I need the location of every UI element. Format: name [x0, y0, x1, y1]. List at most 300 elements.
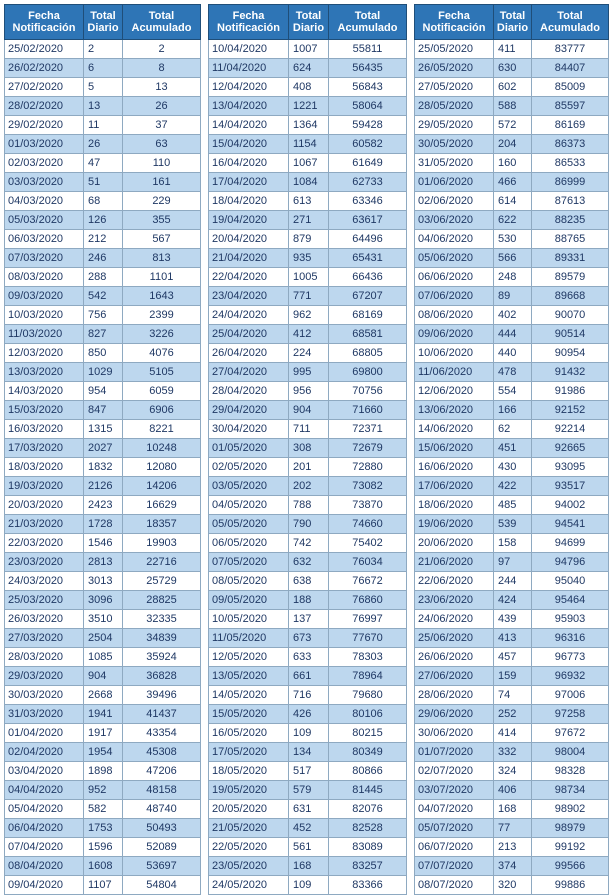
cell-total-diario: 530: [494, 230, 532, 249]
table-row: [5, 382, 201, 401]
cell-total-diario: 478: [494, 363, 532, 382]
cell-total-acumulado: 6906: [123, 401, 201, 420]
cell-total-acumulado: 65431: [329, 249, 407, 268]
cell-fecha: 16/04/2020: [209, 154, 289, 173]
cell-fecha: 26/05/2020: [415, 59, 494, 78]
cell-fecha: 04/04/2020: [5, 781, 84, 800]
table-row: [209, 743, 407, 762]
cell-total-diario: 622: [494, 211, 532, 230]
cell-total-acumulado: 80349: [329, 743, 407, 762]
cell-fecha: 03/03/2020: [5, 173, 84, 192]
table-row: [5, 800, 201, 819]
cell-fecha: 29/02/2020: [5, 116, 84, 135]
cell-total-diario: 414: [494, 724, 532, 743]
cell-total-acumulado: 59428: [329, 116, 407, 135]
cell-total-diario: 188: [289, 591, 329, 610]
cell-total-acumulado: 6059: [123, 382, 201, 401]
cell-total-acumulado: 73870: [329, 496, 407, 515]
table-row: [209, 268, 407, 287]
cell-total-diario: 631: [289, 800, 329, 819]
table-row: [415, 306, 609, 325]
cell-total-acumulado: 63617: [329, 211, 407, 230]
cell-total-diario: 11: [84, 116, 123, 135]
cell-fecha: 11/05/2020: [209, 629, 289, 648]
cell-fecha: 06/03/2020: [5, 230, 84, 249]
cell-fecha: 10/06/2020: [415, 344, 494, 363]
cell-fecha: 28/04/2020: [209, 382, 289, 401]
cell-total-acumulado: 813: [123, 249, 201, 268]
table-row: [5, 477, 201, 496]
cell-total-acumulado: 10248: [123, 439, 201, 458]
cell-total-diario: 956: [289, 382, 329, 401]
cell-fecha: 08/05/2020: [209, 572, 289, 591]
cell-total-acumulado: 88765: [532, 230, 609, 249]
cell-total-diario: 252: [494, 705, 532, 724]
cell-total-diario: 422: [494, 477, 532, 496]
table-row: [209, 591, 407, 610]
table-row: [5, 135, 201, 154]
cell-fecha: 30/03/2020: [5, 686, 84, 705]
cell-total-diario: 995: [289, 363, 329, 382]
table-row: [5, 743, 201, 762]
cell-total-diario: 288: [84, 268, 123, 287]
cell-total-acumulado: 95040: [532, 572, 609, 591]
cell-fecha: 01/04/2020: [5, 724, 84, 743]
cell-total-diario: 2668: [84, 686, 123, 705]
table-row: [5, 724, 201, 743]
cell-fecha: 04/03/2020: [5, 192, 84, 211]
cell-total-diario: 2: [84, 40, 123, 59]
table-row: [415, 781, 609, 800]
table-row: [5, 876, 201, 895]
table-row: [209, 249, 407, 268]
cell-total-acumulado: 80106: [329, 705, 407, 724]
cell-fecha: 08/07/2020: [415, 876, 494, 895]
cell-fecha: 28/06/2020: [415, 686, 494, 705]
cell-fecha: 05/04/2020: [5, 800, 84, 819]
cell-total-acumulado: 55811: [329, 40, 407, 59]
cell-total-diario: 904: [289, 401, 329, 420]
table-row: [209, 230, 407, 249]
cell-fecha: 16/06/2020: [415, 458, 494, 477]
cell-fecha: 20/06/2020: [415, 534, 494, 553]
cell-total-acumulado: 81445: [329, 781, 407, 800]
cell-total-acumulado: 99886: [532, 876, 609, 895]
cell-fecha: 02/07/2020: [415, 762, 494, 781]
cell-total-acumulado: 567: [123, 230, 201, 249]
cell-total-diario: 630: [494, 59, 532, 78]
cell-fecha: 20/05/2020: [209, 800, 289, 819]
cell-total-acumulado: 98734: [532, 781, 609, 800]
cell-fecha: 27/05/2020: [415, 78, 494, 97]
table-row: [5, 629, 201, 648]
table-row: [209, 819, 407, 838]
header-fecha: Fecha Notificación: [5, 5, 84, 40]
cell-total-acumulado: 90954: [532, 344, 609, 363]
cell-fecha: 06/05/2020: [209, 534, 289, 553]
cell-total-acumulado: 61649: [329, 154, 407, 173]
cell-fecha: 24/06/2020: [415, 610, 494, 629]
cell-total-acumulado: 16629: [123, 496, 201, 515]
cell-total-acumulado: 92665: [532, 439, 609, 458]
table-row: [209, 876, 407, 895]
cell-total-acumulado: 36828: [123, 667, 201, 686]
cell-total-acumulado: 63: [123, 135, 201, 154]
cell-fecha: 31/03/2020: [5, 705, 84, 724]
cell-total-acumulado: 161: [123, 173, 201, 192]
table-row: [5, 591, 201, 610]
cell-total-diario: 440: [494, 344, 532, 363]
cell-fecha: 10/04/2020: [209, 40, 289, 59]
table-row: [209, 401, 407, 420]
data-table-3: [414, 4, 609, 895]
cell-total-diario: 1029: [84, 363, 123, 382]
cell-total-diario: 517: [289, 762, 329, 781]
cell-total-diario: 561: [289, 838, 329, 857]
cell-total-acumulado: 3226: [123, 325, 201, 344]
header-row: [209, 5, 407, 40]
cell-fecha: 22/06/2020: [415, 572, 494, 591]
table-row: [415, 648, 609, 667]
header-total-diario: Total Diario: [84, 5, 123, 40]
cell-total-acumulado: 56435: [329, 59, 407, 78]
cell-fecha: 02/05/2020: [209, 458, 289, 477]
cell-total-diario: 827: [84, 325, 123, 344]
cell-fecha: 07/05/2020: [209, 553, 289, 572]
cell-total-diario: 1954: [84, 743, 123, 762]
cell-total-diario: 962: [289, 306, 329, 325]
cell-total-diario: 2027: [84, 439, 123, 458]
table-row: [209, 78, 407, 97]
header-total-acumulado: Total Acumulado: [123, 5, 201, 40]
cell-total-diario: 935: [289, 249, 329, 268]
cell-total-acumulado: 72371: [329, 420, 407, 439]
table-row: [415, 420, 609, 439]
table-row: [5, 458, 201, 477]
cell-total-diario: 1084: [289, 173, 329, 192]
cell-total-acumulado: 18357: [123, 515, 201, 534]
cell-fecha: 12/05/2020: [209, 648, 289, 667]
cell-total-diario: 1753: [84, 819, 123, 838]
cell-total-acumulado: 35924: [123, 648, 201, 667]
table-row: [5, 439, 201, 458]
table-row: [415, 496, 609, 515]
cell-fecha: 03/04/2020: [5, 762, 84, 781]
cell-total-diario: 137: [289, 610, 329, 629]
cell-total-diario: 466: [494, 173, 532, 192]
cell-total-acumulado: 67207: [329, 287, 407, 306]
header-row: [415, 5, 609, 40]
cell-total-acumulado: 19903: [123, 534, 201, 553]
table-row: [415, 439, 609, 458]
table-row: [209, 629, 407, 648]
cell-total-acumulado: 5105: [123, 363, 201, 382]
cell-total-diario: 673: [289, 629, 329, 648]
cell-total-acumulado: 68169: [329, 306, 407, 325]
cell-total-diario: 542: [84, 287, 123, 306]
cell-total-acumulado: 94699: [532, 534, 609, 553]
table-row: [5, 534, 201, 553]
cell-total-diario: 2423: [84, 496, 123, 515]
cell-fecha: 13/04/2020: [209, 97, 289, 116]
cell-total-diario: 5: [84, 78, 123, 97]
table-row: [209, 344, 407, 363]
cell-total-acumulado: 70756: [329, 382, 407, 401]
cell-total-diario: 1005: [289, 268, 329, 287]
tables-container: [4, 4, 608, 891]
cell-total-diario: 847: [84, 401, 123, 420]
cell-total-diario: 1832: [84, 458, 123, 477]
cell-fecha: 08/04/2020: [5, 857, 84, 876]
cell-total-acumulado: 25729: [123, 572, 201, 591]
table-row: [209, 439, 407, 458]
cell-total-acumulado: 86373: [532, 135, 609, 154]
cell-total-diario: 452: [289, 819, 329, 838]
table-row: [415, 838, 609, 857]
cell-total-acumulado: 85009: [532, 78, 609, 97]
cell-total-acumulado: 50493: [123, 819, 201, 838]
cell-total-diario: 158: [494, 534, 532, 553]
cell-fecha: 25/02/2020: [5, 40, 84, 59]
cell-total-diario: 332: [494, 743, 532, 762]
cell-fecha: 18/05/2020: [209, 762, 289, 781]
cell-fecha: 09/06/2020: [415, 325, 494, 344]
table-row: [5, 230, 201, 249]
cell-fecha: 21/03/2020: [5, 515, 84, 534]
cell-total-acumulado: 83777: [532, 40, 609, 59]
table-row: [5, 116, 201, 135]
cell-total-diario: 613: [289, 192, 329, 211]
table-row: [415, 705, 609, 724]
table-row: [5, 173, 201, 192]
cell-total-acumulado: 76997: [329, 610, 407, 629]
cell-total-diario: 3096: [84, 591, 123, 610]
table-body: [5, 40, 201, 895]
table-row: [209, 173, 407, 192]
cell-total-acumulado: 68581: [329, 325, 407, 344]
cell-total-diario: 439: [494, 610, 532, 629]
cell-total-diario: 166: [494, 401, 532, 420]
cell-fecha: 18/03/2020: [5, 458, 84, 477]
cell-total-acumulado: 92214: [532, 420, 609, 439]
cell-total-diario: 430: [494, 458, 532, 477]
cell-total-diario: 485: [494, 496, 532, 515]
table-row: [209, 762, 407, 781]
cell-total-acumulado: 91986: [532, 382, 609, 401]
table-row: [209, 420, 407, 439]
cell-total-acumulado: 78964: [329, 667, 407, 686]
cell-total-acumulado: 89331: [532, 249, 609, 268]
cell-total-acumulado: 86999: [532, 173, 609, 192]
cell-total-diario: 408: [289, 78, 329, 97]
table-row: [415, 230, 609, 249]
cell-total-acumulado: 78303: [329, 648, 407, 667]
cell-total-acumulado: 64496: [329, 230, 407, 249]
cell-fecha: 19/04/2020: [209, 211, 289, 230]
cell-total-diario: 1898: [84, 762, 123, 781]
cell-fecha: 20/03/2020: [5, 496, 84, 515]
cell-fecha: 08/06/2020: [415, 306, 494, 325]
cell-fecha: 21/04/2020: [209, 249, 289, 268]
cell-total-diario: 424: [494, 591, 532, 610]
cell-total-acumulado: 83089: [329, 838, 407, 857]
cell-fecha: 04/07/2020: [415, 800, 494, 819]
cell-total-diario: 850: [84, 344, 123, 363]
table-row: [209, 154, 407, 173]
table-row: [415, 363, 609, 382]
cell-fecha: 02/04/2020: [5, 743, 84, 762]
cell-total-diario: 51: [84, 173, 123, 192]
table-row: [415, 762, 609, 781]
cell-total-diario: 224: [289, 344, 329, 363]
cell-fecha: 15/05/2020: [209, 705, 289, 724]
table-row: [5, 401, 201, 420]
cell-fecha: 19/03/2020: [5, 477, 84, 496]
cell-total-diario: 1596: [84, 838, 123, 857]
table-row: [5, 572, 201, 591]
table-body: [209, 40, 407, 895]
cell-total-acumulado: 92152: [532, 401, 609, 420]
cell-total-acumulado: 83366: [329, 876, 407, 895]
header-total-diario: Total Diario: [289, 5, 329, 40]
cell-total-diario: 412: [289, 325, 329, 344]
table-row: [5, 857, 201, 876]
cell-total-acumulado: 12080: [123, 458, 201, 477]
table-row: [415, 249, 609, 268]
cell-total-diario: 633: [289, 648, 329, 667]
cell-total-acumulado: 68805: [329, 344, 407, 363]
cell-total-diario: 1546: [84, 534, 123, 553]
cell-fecha: 10/03/2020: [5, 306, 84, 325]
cell-fecha: 27/06/2020: [415, 667, 494, 686]
cell-total-acumulado: 76860: [329, 591, 407, 610]
table-row: [5, 686, 201, 705]
table-row: [209, 705, 407, 724]
cell-total-diario: 374: [494, 857, 532, 876]
table-row: [209, 306, 407, 325]
header-row: [5, 5, 201, 40]
cell-total-diario: 1007: [289, 40, 329, 59]
cell-total-diario: 168: [289, 857, 329, 876]
cell-fecha: 06/06/2020: [415, 268, 494, 287]
cell-total-diario: 26: [84, 135, 123, 154]
cell-fecha: 03/07/2020: [415, 781, 494, 800]
cell-total-diario: 632: [289, 553, 329, 572]
cell-total-diario: 661: [289, 667, 329, 686]
cell-total-acumulado: 98979: [532, 819, 609, 838]
cell-fecha: 15/06/2020: [415, 439, 494, 458]
cell-total-diario: 790: [289, 515, 329, 534]
cell-total-acumulado: 43354: [123, 724, 201, 743]
cell-fecha: 26/03/2020: [5, 610, 84, 629]
cell-fecha: 01/06/2020: [415, 173, 494, 192]
table-row: [5, 838, 201, 857]
table-row: [415, 610, 609, 629]
cell-total-acumulado: 34839: [123, 629, 201, 648]
cell-total-acumulado: 39496: [123, 686, 201, 705]
cell-fecha: 13/03/2020: [5, 363, 84, 382]
table-row: [415, 629, 609, 648]
table-row: [415, 154, 609, 173]
cell-total-diario: 742: [289, 534, 329, 553]
table-row: [209, 686, 407, 705]
cell-total-acumulado: 48740: [123, 800, 201, 819]
cell-total-acumulado: 80866: [329, 762, 407, 781]
cell-total-diario: 614: [494, 192, 532, 211]
cell-fecha: 30/04/2020: [209, 420, 289, 439]
cell-total-acumulado: 47206: [123, 762, 201, 781]
table-row: [415, 458, 609, 477]
table-row: [415, 287, 609, 306]
table-row: [209, 800, 407, 819]
cell-total-acumulado: 8: [123, 59, 201, 78]
cell-fecha: 07/03/2020: [5, 249, 84, 268]
cell-fecha: 12/04/2020: [209, 78, 289, 97]
cell-total-diario: 68: [84, 192, 123, 211]
cell-total-diario: 1315: [84, 420, 123, 439]
cell-fecha: 05/06/2020: [415, 249, 494, 268]
table-row: [415, 477, 609, 496]
table-row: [415, 116, 609, 135]
cell-total-acumulado: 14206: [123, 477, 201, 496]
cell-total-acumulado: 74660: [329, 515, 407, 534]
table-row: [5, 705, 201, 724]
cell-total-acumulado: 76672: [329, 572, 407, 591]
cell-fecha: 14/04/2020: [209, 116, 289, 135]
cell-total-diario: 539: [494, 515, 532, 534]
cell-total-acumulado: 72679: [329, 439, 407, 458]
cell-fecha: 07/06/2020: [415, 287, 494, 306]
cell-total-diario: 246: [84, 249, 123, 268]
cell-total-acumulado: 76034: [329, 553, 407, 572]
table-row: [209, 610, 407, 629]
cell-fecha: 26/06/2020: [415, 648, 494, 667]
cell-total-diario: 638: [289, 572, 329, 591]
cell-fecha: 27/04/2020: [209, 363, 289, 382]
cell-fecha: 27/03/2020: [5, 629, 84, 648]
cell-total-diario: 248: [494, 268, 532, 287]
cell-total-diario: 457: [494, 648, 532, 667]
cell-fecha: 05/03/2020: [5, 211, 84, 230]
cell-total-acumulado: 62733: [329, 173, 407, 192]
cell-total-acumulado: 87613: [532, 192, 609, 211]
table-row: [415, 743, 609, 762]
cell-fecha: 02/06/2020: [415, 192, 494, 211]
cell-total-acumulado: 32335: [123, 610, 201, 629]
table-row: [209, 59, 407, 78]
cell-total-acumulado: 229: [123, 192, 201, 211]
cell-fecha: 31/05/2020: [415, 154, 494, 173]
cell-fecha: 09/05/2020: [209, 591, 289, 610]
cell-total-diario: 411: [494, 40, 532, 59]
cell-total-diario: 201: [289, 458, 329, 477]
cell-total-diario: 47: [84, 154, 123, 173]
cell-total-diario: 1067: [289, 154, 329, 173]
cell-total-acumulado: 86169: [532, 116, 609, 135]
cell-fecha: 30/05/2020: [415, 135, 494, 154]
cell-total-acumulado: 77670: [329, 629, 407, 648]
table-row: [5, 648, 201, 667]
cell-total-diario: 1608: [84, 857, 123, 876]
table-row: [415, 686, 609, 705]
cell-total-acumulado: 93517: [532, 477, 609, 496]
cell-total-diario: 566: [494, 249, 532, 268]
cell-total-diario: 602: [494, 78, 532, 97]
cell-total-acumulado: 37: [123, 116, 201, 135]
cell-total-acumulado: 99566: [532, 857, 609, 876]
table-row: [415, 515, 609, 534]
cell-total-acumulado: 98902: [532, 800, 609, 819]
